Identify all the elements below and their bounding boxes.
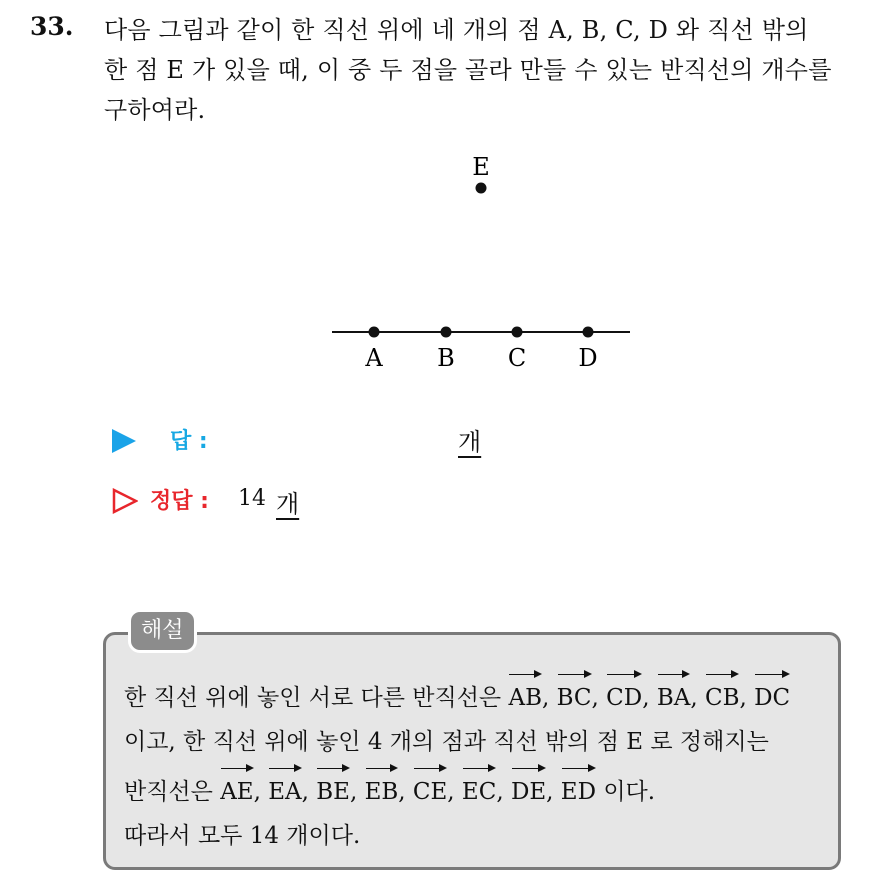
point-c-dot [512,327,523,338]
correct-unit: 개 [276,490,300,518]
ray-cd: CD [606,670,642,720]
question-number: 33. [30,12,74,41]
ray-ce: CE [413,764,447,814]
solution-tag: 해설 [128,609,197,653]
solution-line-4: 따라서 모두 14 개이다. [124,823,361,849]
point-e-label: E [472,153,490,181]
answer-row [112,420,812,460]
outline-triangle-icon [112,488,138,514]
point-b-dot [441,327,452,338]
question-line-1: 다음 그림과 같이 한 직선 위에 네 개의 점 A, B, C, D 와 직선 밖의 [104,16,809,44]
point-d-label: D [578,344,598,372]
solution-line-3: 반직선은 AE, EA, BE, EB, CE, EC, DE, ED 이다. [124,764,834,814]
play-triangle-icon [112,429,136,453]
solution-line-1: 한 직선 위에 놓인 서로 다른 반직선은 AB, BC, CD, BA, CB, DC [124,670,834,720]
question-line-2: 한 점 E 가 있을 때, 이 중 두 점을 골라 만들 수 있는 반직선의 개수를 [104,56,832,84]
correct-value: 14 [238,486,266,511]
ray-be: BE [316,764,350,814]
ray-ec: EC [462,764,496,814]
point-b-label: B [437,344,455,372]
ray-dc: DC [754,670,790,720]
ray-ed: ED [561,764,596,814]
solution-line-1-text: 한 직선 위에 놓인 서로 다른 반직선은 [124,685,502,711]
correct-answer-row [112,480,812,520]
point-e-dot [476,183,487,194]
ray-ba: BA [657,670,691,720]
solution-line-3-tail: 이다. [603,779,656,805]
point-d-dot [583,327,594,338]
ray-ae: AE [220,764,253,814]
solution-text [124,670,834,858]
ray-cb: CB [705,670,740,720]
answer-unit: 개 [458,428,482,456]
ray-ab: AB [508,670,542,720]
figure-diagram [0,0,884,420]
question-line-3: 구하여라. [104,96,206,124]
correct-label: 정답 : [150,489,209,514]
solution-line-2: 이고, 한 직선 위에 놓인 4 개의 점과 직선 밖의 점 E 로 정해지는 [124,729,769,755]
answer-label: 답 : [170,429,208,454]
ray-ea: EA [268,764,301,814]
point-a-label: A [365,344,383,372]
ray-bc: BC [557,670,592,720]
solution-line-3-text: 반직선은 [124,779,213,805]
ray-eb: EB [365,764,399,814]
point-a-dot [369,327,380,338]
point-c-label: C [507,344,527,372]
ray-de: DE [511,764,546,814]
